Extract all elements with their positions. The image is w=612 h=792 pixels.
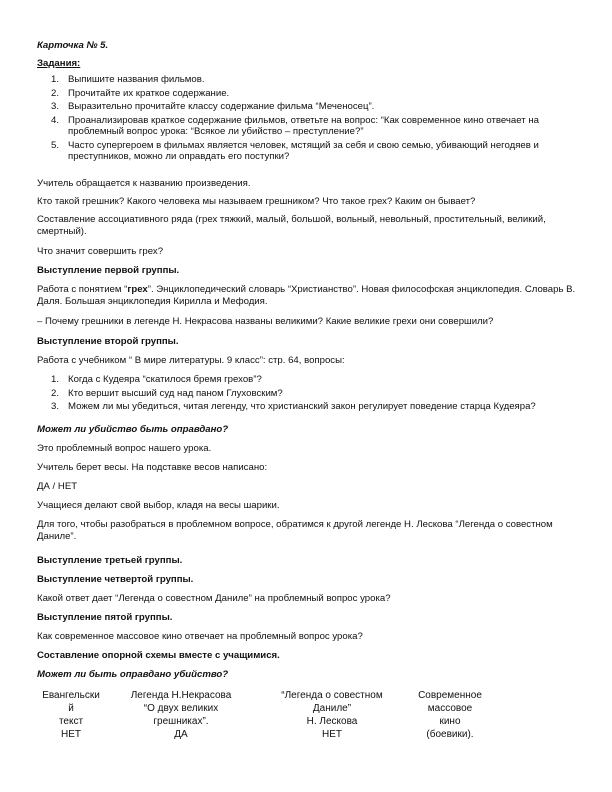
commit-sin-question: Что значит совершить грех? — [37, 246, 164, 257]
question-item: 2. Кто вершит высший суд над паном Глуховским? — [51, 387, 283, 399]
sinner-question: Кто такой грешник? Какого человека мы называем грешником? Что такое грех? Каким он бывает? — [37, 196, 476, 207]
card-title: Карточка № 5. — [37, 40, 109, 51]
group4-question: Какой ответ дает “Легенда о совестном Даниле” на проблемный вопрос урока? — [37, 593, 391, 604]
task-item: 5. Часто супергероем в фильмах является человек, мстящий за себя и свою семью, убивающий негодяев и преступников, можно ли оправдать его поступки? — [51, 139, 539, 162]
question-item: 1. Когда с Кудеяра “скатилося бремя грехов”? — [51, 374, 262, 385]
teacher-title-paragraph: Учитель обращается к названию произведения. — [37, 178, 251, 189]
tasks-header: Задания: — [37, 58, 81, 69]
group1-question: – Почему грешники в легенде Н. Некрасова названы великими? Какие великие грехи они совершили? — [37, 316, 494, 327]
table-cell-nekrasov: Легенда Н.Некрасова “О двух великих грешниках”. ДА — [130, 690, 232, 740]
problem-paragraph: Это проблемный вопрос нашего урока. — [37, 443, 212, 454]
task-item: 1. Выпишите названия фильмов. — [51, 74, 205, 85]
group1-text: Работа с понятием “грех”. Энциклопедический словарь “Христианство”. Новая философская энциклопедия. Словарь В. Даля. Большая энциклопедия Кирилла и Мефодия. — [37, 284, 576, 307]
group2-header: Выступление второй группы. — [37, 336, 179, 347]
group2-text: Работа с учебником “ В мире литературы. 9 класс”: стр. 64, вопросы: — [37, 355, 345, 366]
group5-question: Как современное массовое кино отвечает на проблемный вопрос урока? — [37, 631, 363, 642]
leskov-paragraph: Для того, чтобы разобраться в проблемном вопросе, обратимся к другой легенде Н. Лескова “Легенда о совестном Даниле”. — [37, 519, 553, 542]
table-cell-gospel: Евангельски й текст НЕТ — [42, 690, 100, 740]
murder-question: Может ли убийство быть оправдано? — [37, 424, 229, 435]
question-item: 3. Можем ли мы убедиться, читая легенду, что христианский закон регулирует поведение старца Кудеяра? — [51, 401, 536, 412]
choice-paragraph: Учащиеся делают свой выбор, кладя на весы шарики. — [37, 500, 280, 511]
murder-question-2: Может ли быть оправдано убийство? — [37, 669, 229, 680]
task-item: 3. Выразительно прочитайте классу содержание фильма “Меченосец”. — [51, 101, 375, 112]
scheme-header: Составление опорной схемы вместе с учащимися. — [37, 650, 280, 661]
table-cell-leskov: “Легенда о совестном Даниле” Н. Лескова НЕТ — [281, 690, 383, 740]
task-item: 2. Прочитайте их краткое содержание. — [51, 87, 230, 99]
group1-header: Выступление первой группы. — [37, 265, 180, 276]
group4-header: Выступление четвертой группы. — [37, 574, 194, 585]
group2-questions — [37, 374, 577, 415]
tasks-list — [37, 74, 577, 165]
group3-header: Выступление третьей группы. — [37, 555, 183, 566]
group5-header: Выступление пятой группы. — [37, 612, 173, 623]
yes-no-label: ДА / НЕТ — [37, 481, 78, 492]
table-cell-modern-cinema: Современное массовое кино (боевики). — [418, 690, 482, 740]
association-paragraph: Составление ассоциативного ряда (грех тяжкий, малый, большой, вольный, невольный, простительный, великий, смертный). — [37, 214, 546, 237]
scales-paragraph: Учитель берет весы. На подставке весов написано: — [37, 462, 268, 473]
task-item: 4. Проанализировав краткое содержание фильмов, ответьте на вопрос: “Как современное кино отвечает на проблемный вопрос урока: “Всякое ли убийство – преступление?” — [51, 114, 539, 137]
